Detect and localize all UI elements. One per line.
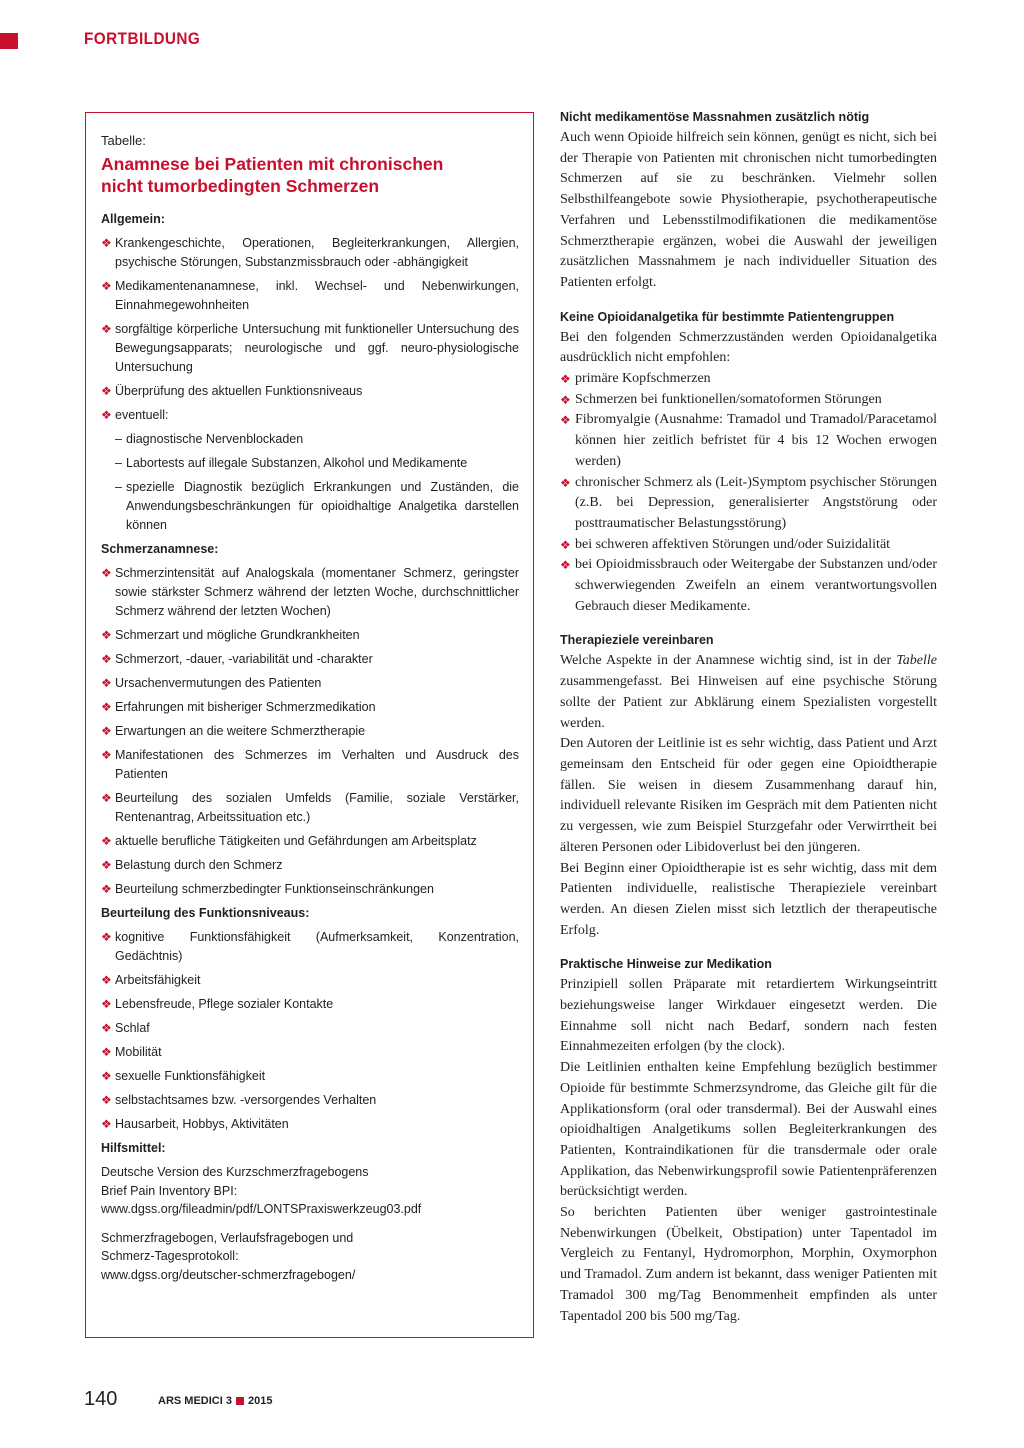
- list-item: ❖ Überprüfung des aktuellen Funktionsniveaus: [101, 382, 519, 401]
- list-item: ❖ Ursachenvermutungen des Patienten: [101, 674, 519, 693]
- diamond-bullet-icon: ❖: [101, 791, 112, 805]
- sub-list-item: – diagnostische Nervenblockaden: [101, 430, 519, 449]
- list-item: ❖ selbstachtsames bzw. -versorgendes Verhalten: [101, 1091, 519, 1110]
- table-reference: Tabelle: [896, 653, 937, 669]
- list-item: ❖ sexuelle Funktionsfähigkeit: [101, 1067, 519, 1086]
- table-title-line2: nicht tumorbedingten Schmerzen: [101, 176, 380, 196]
- diamond-bullet-icon: ❖: [101, 322, 112, 336]
- list-schmerzanamnese: [101, 564, 519, 899]
- article-paragraph: Prinzipiell sollen Präparate mit retardiertem Wirkungseintritt beziehungsweise langer Wirkdauer eingesetzt werden. Die Einnahme soll nicht nach Bedarf, sondern nach festen Einnahmezeiten erfolgen (by the clock).: [560, 977, 937, 1055]
- diamond-bullet-icon: ❖: [101, 236, 112, 250]
- article-paragraph: Bei den folgenden Schmerzzuständen werden Opioidanalgetika ausdrücklich nicht empfohlen:: [560, 329, 937, 366]
- list-item: ❖ chronischer Schmerz als (Leit-)Symptom psychischer Störungen (z.B. bei Depression, generalisierter Angststörung oder posttraumatischer Belastungsstörung): [560, 474, 937, 531]
- journal-footer: [158, 1395, 272, 1407]
- table-box: [85, 112, 534, 1338]
- list-item: ❖ Beurteilung des sozialen Umfelds (Familie, soziale Verstärker, Rentenantrag, Arbeitssituation etc.): [101, 791, 519, 824]
- diamond-bullet-icon: ❖: [101, 1045, 112, 1059]
- tool-entry: Deutsche Version des Kurzschmerzfragebogens Brief Pain Inventory BPI: www.dgss.org/fileadmin/pdf/LONTSPraxiswerkzeug03.pdf: [101, 1163, 519, 1219]
- square-separator-icon: [236, 1397, 244, 1405]
- list-funktionsniveau: [101, 928, 519, 1134]
- diamond-bullet-icon: ❖: [101, 748, 112, 762]
- section-heading-funktionsniveau: Beurteilung des Funktionsniveaus:: [101, 906, 310, 920]
- list-item: ❖ Erwartungen an die weitere Schmerztherapie: [101, 722, 519, 741]
- section-heading-schmerzanamnese: Schmerzanamnese:: [101, 542, 219, 556]
- diamond-bullet-icon: ❖: [560, 392, 571, 407]
- article-paragraph: Welche Aspekte in der Anamnese wichtig sind, ist in der Tabelle zusammengefasst. Bei Hinweisen auf eine psychische Störung sollte der Patient zur Abklärung einem Spezialisten vorgestellt werden.: [560, 653, 937, 731]
- list-item: ❖ eventuell:: [101, 406, 519, 425]
- list-item: ❖ Lebensfreude, Pflege sozialer Kontakte: [101, 995, 519, 1014]
- diamond-bullet-icon: ❖: [101, 384, 112, 398]
- section-heading-allgemein: Allgemein:: [101, 212, 165, 226]
- diamond-bullet-icon: ❖: [101, 882, 112, 896]
- list-item: ❖ Schmerzintensität auf Analogskala (momentaner Schmerz, geringster sowie stärkster Schmerz während der letzten Woche, durchschnittlicher Schmerz während der letzten Wochen): [101, 566, 519, 618]
- list-item: ❖ Erfahrungen mit bisheriger Schmerzmedikation: [101, 698, 519, 717]
- list-item: ❖ kognitive Funktionsfähigkeit (Aufmerksamkeit, Konzentration, Gedächtnis): [101, 930, 519, 963]
- article-paragraph: Bei Beginn einer Opioidtherapie ist es sehr wichtig, dass mit dem Patienten individuelle, realistische Therapieziele vereinbart werden. An diesen Zielen misst sich letztlich der therapeutische Erfolg.: [560, 860, 937, 938]
- list-item: ❖ bei schweren affektiven Störungen und/oder Suizidalität: [560, 535, 937, 556]
- tool-url[interactable]: www.dgss.org/deutscher-schmerzfragebogen/: [101, 1267, 356, 1282]
- sub-list-item: – spezielle Diagnostik bezüglich Erkrankungen und Zuständen, die Anwendungsbeschränkungen für opioidhaltige Analgetika darstellen können: [115, 480, 519, 532]
- list-allgemein: [101, 234, 519, 535]
- page-number: 140: [84, 1388, 118, 1410]
- dash-icon: –: [115, 456, 122, 470]
- table-label: Tabelle:: [101, 133, 146, 148]
- list-item: ❖ aktuelle berufliche Tätigkeiten und Gefährdungen am Arbeitsplatz: [101, 832, 519, 851]
- list-item: ❖ Hausarbeit, Hobbys, Aktivitäten: [101, 1115, 519, 1134]
- table-title-line1: Anamnese bei Patienten mit chronischen: [101, 154, 444, 174]
- diamond-bullet-icon: ❖: [101, 700, 112, 714]
- dash-icon: –: [115, 432, 122, 446]
- journal-year: 2015: [247, 1395, 273, 1407]
- diamond-bullet-icon: ❖: [101, 973, 112, 987]
- article-heading: Therapieziele vereinbaren: [560, 633, 714, 648]
- diamond-bullet-icon: ❖: [101, 930, 112, 944]
- diamond-bullet-icon: ❖: [101, 858, 112, 872]
- section-label: FORTBILDUNG: [84, 29, 201, 48]
- diamond-bullet-icon: ❖: [101, 566, 112, 580]
- list-item: ❖ Schmerzart und mögliche Grundkrankheiten: [101, 626, 519, 645]
- dash-icon: –: [115, 480, 122, 494]
- list-item: ❖ Schlaf: [101, 1019, 519, 1038]
- list-item: ❖ sorgfältige körperliche Untersuchung mit funktioneller Untersuchung des Bewegungsapparats; neurologische und ggf. neuro-physiologische Untersuchung: [101, 322, 519, 374]
- diamond-bullet-icon: ❖: [560, 537, 571, 552]
- list-item: ❖ bei Opioidmissbrauch oder Weitergabe der Substanzen und/oder schwerwiegenden Zweifeln an einem verantwortungsvollen Gebrauch dieser Medikamente.: [560, 557, 937, 614]
- article-paragraph: Die Leitlinien enthalten keine Empfehlung bezüglich bestimmer Opioide für bestimmte Schmerzsyndrome, das Gleiche gilt für die Applikationsform (oral oder transdermal). Bei der Auswahl eines opioidhaltigen Analgetikums sollen Begleiterkrankungen des Patienten, Kontraindikationen für die transdermale oder orale Applikation, das Nebenwirkungsprofil sowie Patientenpräferenzen berücksichtigt werden.: [560, 1060, 937, 1200]
- diamond-bullet-icon: ❖: [560, 558, 571, 573]
- list-item: ❖ Schmerzen bei funktionellen/somatoformen Störungen: [560, 390, 937, 411]
- diamond-bullet-icon: ❖: [101, 279, 112, 293]
- diamond-bullet-icon: ❖: [101, 1117, 112, 1131]
- article-heading: Keine Opioidanalgetika für bestimmte Patientengruppen: [560, 309, 895, 324]
- list-item: ❖ Fibromyalgie (Ausnahme: Tramadol und Tramadol/Paracetamol können hier zeitlich befristet für 4 bis 12 Wochen erwogen werden): [560, 412, 937, 469]
- list-item: ❖ Medikamentenanamnese, inkl. Wechsel- und Nebenwirkungen, Einnahmegewohnheiten: [101, 279, 519, 312]
- list-item: ❖ Beurteilung schmerzbedingter Funktionseinschränkungen: [101, 880, 519, 899]
- diamond-bullet-icon: ❖: [101, 408, 112, 422]
- section-heading-hilfsmittel: Hilfsmittel:: [101, 1141, 166, 1155]
- sub-list-item: – Labortests auf illegale Substanzen, Alkohol und Medikamente: [101, 454, 519, 473]
- tool-entry: Schmerzfragebogen, Verlaufsfragebogen und Schmerz-Tagesprotokoll: www.dgss.org/deutscher-schmerzfragebogen/: [101, 1229, 519, 1285]
- diamond-bullet-icon: ❖: [101, 1093, 112, 1107]
- tool-url[interactable]: www.dgss.org/fileadmin/pdf/LONTSPraxiswerkzeug03.pdf: [101, 1202, 422, 1216]
- diamond-bullet-icon: ❖: [101, 724, 112, 738]
- list-item: ❖ Belastung durch den Schmerz: [101, 856, 519, 875]
- diamond-bullet-icon: ❖: [101, 1021, 112, 1035]
- list-item: ❖ primäre Kopfschmerzen: [560, 369, 937, 390]
- journal-name: ARS MEDICI 3: [158, 1395, 232, 1407]
- diamond-bullet-icon: ❖: [101, 676, 112, 690]
- diamond-bullet-icon: ❖: [560, 372, 571, 387]
- diamond-bullet-icon: ❖: [101, 834, 112, 848]
- diamond-bullet-icon: ❖: [560, 475, 571, 490]
- article-list: [560, 369, 937, 617]
- article-column: [560, 108, 937, 1327]
- diamond-bullet-icon: ❖: [101, 652, 112, 666]
- list-item: ❖ Mobilität: [101, 1043, 519, 1062]
- article-paragraph: Auch wenn Opioide hilfreich sein können, genügt es nicht, sich bei der Therapie von Patienten mit chronischen nicht tumorbedingten Schmerzen auf sie zu beschränken. Vielmehr sollen Selbsthilfeangebote sowie Physiotherapie, psychotherapeutische Verfahren und Lebensstilmodifikationen die medikamentöse Schmerztherapie ergänzen, wobei die Auswahl der jeweiligen zusätzlichen Massnahmem je nach individueller Situation des Patienten erfolgt.: [560, 130, 937, 290]
- article-heading: Praktische Hinweise zur Medikation: [560, 957, 772, 972]
- diamond-bullet-icon: ❖: [101, 997, 112, 1011]
- diamond-bullet-icon: ❖: [101, 1069, 112, 1083]
- article-paragraph: Den Autoren der Leitlinie ist es sehr wichtig, dass Patient und Arzt gemeinsam den Entscheid für oder gegen eine Opioidtherapie fällen. Sie weisen in diesem Zusammenhang darauf hin, individuell relevante Risiken im Gespräch mit dem Patienten nicht zu vergessen, wie zum Beispiel Sturzgefahr oder Verwirrtheit bei älteren Personen oder Libidoverlust bei den jüngeren.: [560, 736, 937, 855]
- article-paragraph: So berichten Patienten über weniger gastrointestinale Nebenwirkungen (Übelkeit, Obstipation) unter Tapentadol im Vergleich zu Fentanyl, Hydromorphon, Morphin, Oxymorphon und Tramadol. Zum andern ist bekannt, dass weniger Patienten mit Tramadol 300 mg/Tag Benommenheit empfinden als unter Tapentadol 200 bis 500 mg/Tag.: [560, 1205, 937, 1324]
- table-title: [101, 153, 519, 197]
- list-item: ❖ Manifestationen des Schmerzes im Verhalten und Ausdruck des Patienten: [101, 748, 519, 781]
- list-item: ❖ Arbeitsfähigkeit: [101, 971, 519, 990]
- diamond-bullet-icon: ❖: [101, 628, 112, 642]
- diamond-bullet-icon: ❖: [560, 413, 571, 428]
- article-heading: Nicht medikamentöse Massnahmen zusätzlich nötig: [560, 110, 870, 124]
- section-marker: [0, 33, 18, 49]
- list-item: ❖ Schmerzort, -dauer, -variabilität und -charakter: [101, 650, 519, 669]
- list-item: ❖ Krankengeschichte, Operationen, Begleiterkrankungen, Allergien, psychische Störungen, Substanzmissbrauch oder -abhängigkeit: [101, 236, 519, 269]
